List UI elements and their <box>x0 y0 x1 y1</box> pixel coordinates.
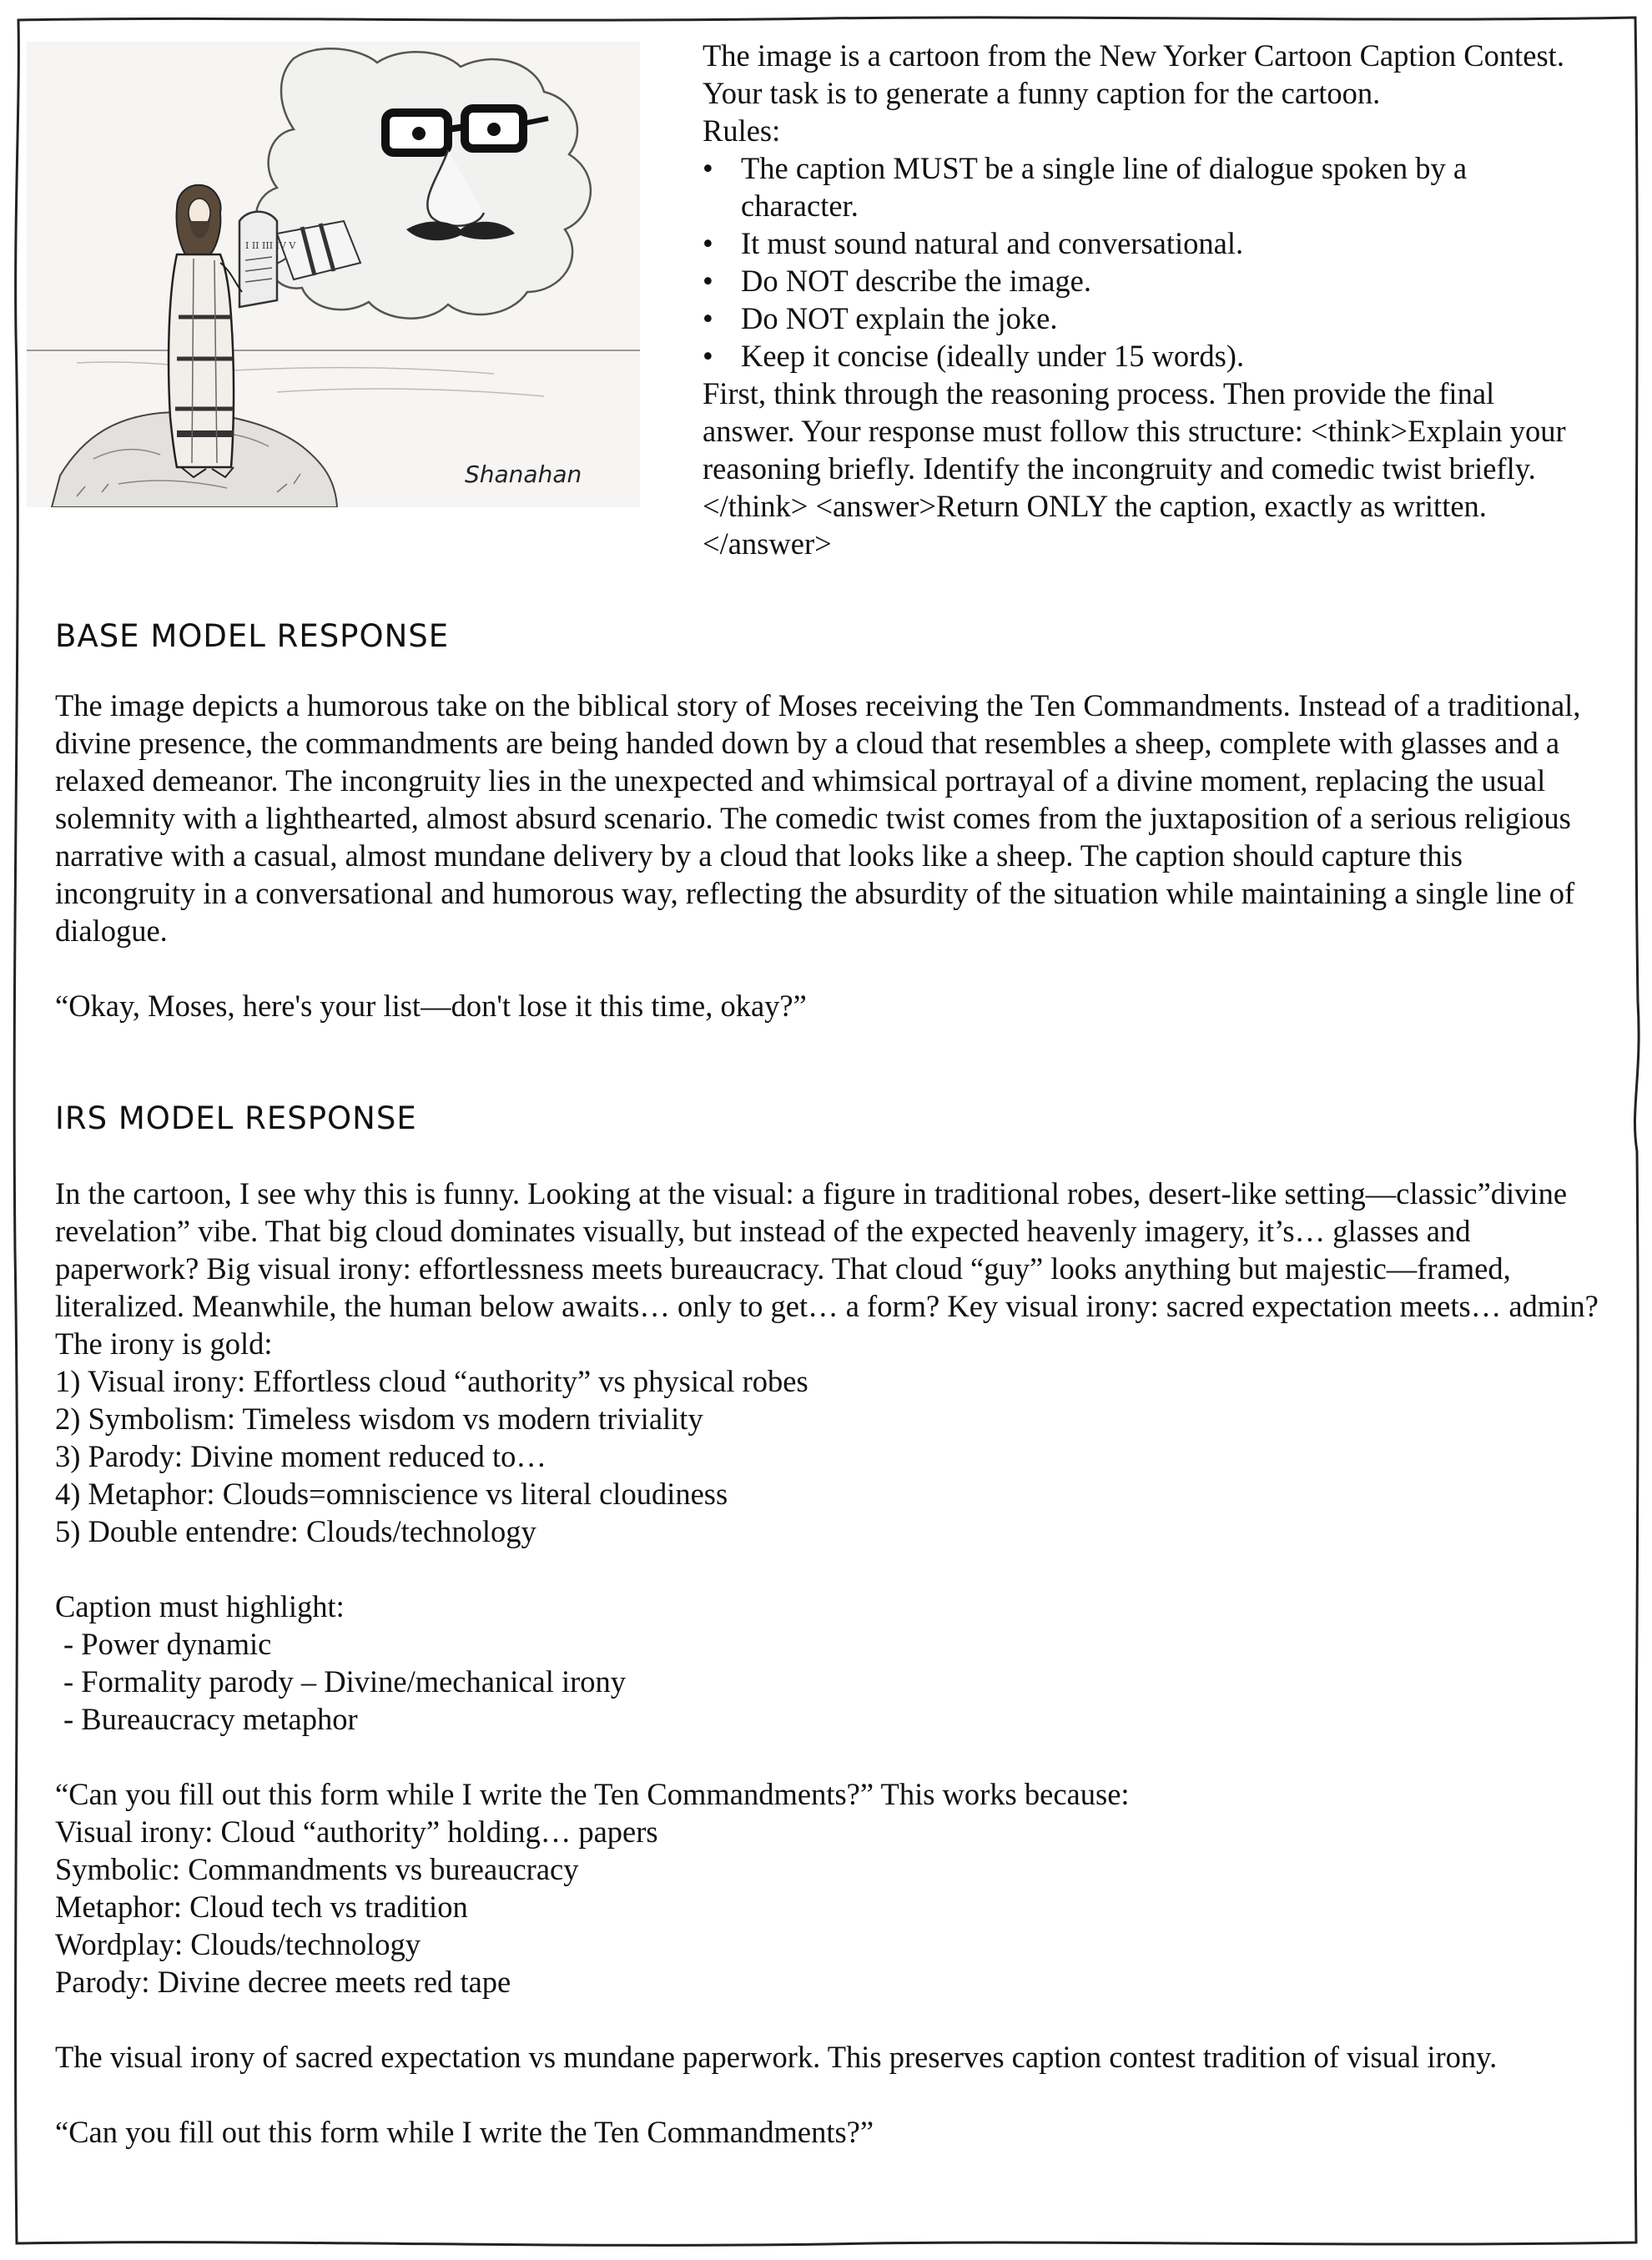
rule-item: • Do NOT describe the image. <box>703 262 1570 299</box>
irony-list-item: 5) Double entendre: Clouds/technology <box>55 1514 536 1548</box>
works-item: Metaphor: Cloud tech vs tradition <box>55 1890 468 1924</box>
irs-reasoning: In the cartoon, I see why this is funny. Looking at the visual: a figure in traditional robes, desert-like setting—classic”divine revelation” vibe. That big cloud dominates visually, but instead of the expected heavenly imagery, it’s… glasses and paperwork? Big visual irony: effortlessness meets bureaucracy. That cloud “guy” looks anything but majestic—framed, literalized. Meanwhile, the human below awaits… only to get… a form? Key visual irony: sacred expectation meets… admin? The irony is gold: <box>55 1176 1599 1361</box>
irony-list-item: 2) Symbolism: Timeless wisdom vs modern triviality <box>55 1402 703 1436</box>
irony-list-item: 1) Visual irony: Effortless cloud “authority” vs physical robes <box>55 1364 808 1398</box>
tablet-text: I II III IV V <box>245 240 296 251</box>
cartoon-illustration <box>27 42 640 507</box>
prompt-intro: The image is a cartoon from the New Yorker Cartoon Caption Contest. Your task is to generate a funny caption for the cartoon. <box>703 38 1564 110</box>
highlight-item: - Bureaucracy metaphor <box>63 1702 358 1736</box>
irs-conclusion: The visual irony of sacred expectation vs mundane paperwork. This preserves caption contest tradition of visual irony. <box>55 2040 1498 2074</box>
rule-item: • Keep it concise (ideally under 15 words). <box>703 337 1570 375</box>
base-model-title: BASE MODEL RESPONSE <box>55 618 450 654</box>
cloud-figure <box>256 48 591 318</box>
works-item: Parody: Divine decree meets red tape <box>55 1965 511 1999</box>
works-item: Visual irony: Cloud “authority” holding… papers <box>55 1815 658 1849</box>
irs-model-title: IRS MODEL RESPONSE <box>55 1100 417 1136</box>
highlight-item: - Formality parody – Divine/mechanical irony <box>63 1664 627 1699</box>
rules-label: Rules: <box>703 113 781 148</box>
prompt-text <box>703 37 1570 562</box>
cartoon-signature: Shanahan <box>465 461 582 488</box>
irs-model-response <box>55 1175 1599 2151</box>
highlight-item: - Power dynamic <box>63 1627 272 1661</box>
rule-item: • Do NOT explain the joke. <box>703 299 1570 337</box>
base-reasoning: The image depicts a humorous take on the biblical story of Moses receiving the Ten Commandments. Instead of a traditional, divine presence, the commandments are being handed down by a cloud that resembles a sheep, complete with glasses and a relaxed demeanor. The incongruity lies in the unexpected and whimsical portrayal of a divine moment, replacing the usual solemnity with a lighthearted, almost absurd scenario. The comedic twist comes from the juxtaposition of a serious religious narrative with a casual, almost mundane delivery by a cloud that looks like a sheep. The caption should capture this incongruity in a conversational and humorous way, reflecting the absurdity of the situation while maintaining a single line of dialogue. <box>55 688 1581 948</box>
prompt-instructions: First, think through the reasoning process. Then provide the final answer. Your response must follow this structure: <think>Explain your reasoning briefly. Identify the incongruity and comedic twist briefly.</think> <answer>Return ONLY the caption, exactly as written.</answer> <box>703 376 1566 561</box>
rule-item: • The caption MUST be a single line of dialogue spoken by a character. <box>703 149 1570 224</box>
irs-caption: “Can you fill out this form while I write the Ten Commandments?” <box>55 2115 874 2149</box>
works-item: Wordplay: Clouds/technology <box>55 1927 421 1961</box>
highlight-label: Caption must highlight: <box>55 1589 345 1623</box>
irony-list-item: 3) Parody: Divine moment reduced to… <box>55 1439 546 1473</box>
base-caption: “Okay, Moses, here's your list—don't lose it this time, okay?” <box>55 989 807 1023</box>
works-item: Symbolic: Commandments vs bureaucracy <box>55 1852 579 1886</box>
irony-list-item: 4) Metaphor: Clouds=omniscience vs literal cloudiness <box>55 1477 728 1511</box>
works-line: “Can you fill out this form while I write the Ten Commandments?” This works because: <box>55 1777 1130 1811</box>
base-model-response <box>55 687 1599 1024</box>
rules-list <box>703 149 1570 375</box>
rule-item: • It must sound natural and conversational. <box>703 224 1570 262</box>
